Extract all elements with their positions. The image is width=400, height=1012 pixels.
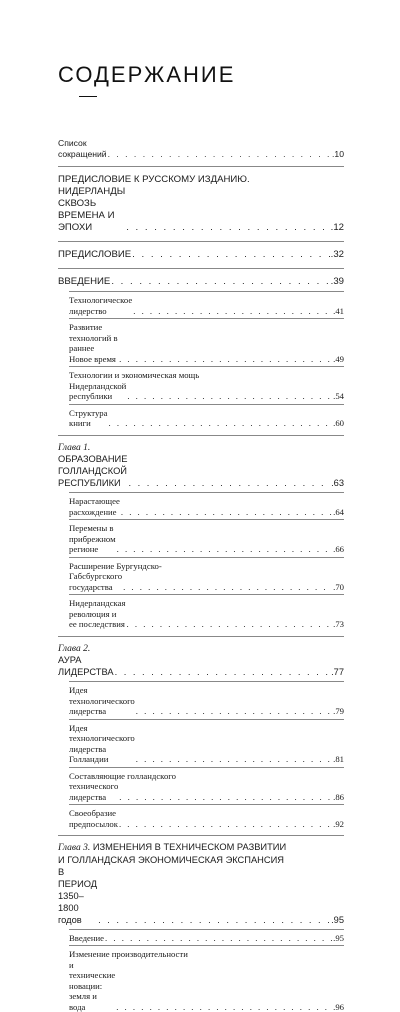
chapter-title-line1: ИЗМЕНЕНИЯ В ТЕХНИЧЕСКОМ РАЗВИТИИ [93, 842, 286, 852]
dot-leader [98, 914, 330, 926]
toc-subentry[interactable] [58, 771, 344, 803]
divider [58, 636, 344, 637]
divider [69, 767, 344, 768]
divider [69, 945, 344, 946]
dot-leader [136, 706, 332, 717]
divider [69, 681, 344, 682]
dot-leader [128, 477, 330, 489]
dot-leader [132, 249, 330, 261]
dot-leader [115, 666, 331, 678]
toc-entry-text: Своеобразие предпосылок [69, 808, 118, 829]
toc-entry-text: Структура книги [69, 408, 108, 429]
dot-leader [108, 149, 331, 160]
toc-subentry[interactable] [58, 933, 344, 944]
divider [69, 719, 344, 720]
chapter-title-line3: В ПЕРИОД 1350–1800 годов [58, 866, 97, 926]
divider [69, 318, 344, 319]
toc-entry-text: Список сокращений [58, 138, 107, 160]
toc-page-number: .63 [331, 477, 344, 489]
toc-subentry[interactable] [58, 523, 344, 555]
toc-page-number: .64 [333, 507, 344, 518]
dot-leader [127, 619, 333, 630]
toc-page-number: .81 [333, 754, 344, 765]
toc-subentry[interactable] [58, 808, 344, 829]
toc-page-number: .77 [331, 666, 344, 678]
toc-entry-text-line1: Технологии и экономическая мощь [69, 370, 344, 381]
toc-entry-text: ВВЕДЕНИЕ [58, 276, 110, 288]
toc-entry-text: Идея технологического лидерства [69, 685, 135, 717]
dot-leader [117, 544, 333, 555]
toc-subentry[interactable] [58, 496, 344, 517]
toc-page-number: .60 [333, 418, 344, 429]
divider [58, 435, 344, 436]
toc-chapter-3[interactable] [58, 841, 344, 926]
chapter-title: ОБРАЗОВАНИЕ ГОЛЛАНДСКОЙ РЕСПУБЛИКИ [58, 454, 127, 488]
toc-entry-text: Технологическое лидерство [69, 295, 132, 316]
dot-leader [111, 276, 329, 288]
toc-page-number: .95 [331, 914, 344, 926]
toc-entry-text: ПРЕДИСЛОВИЕ [58, 249, 131, 261]
toc-entry-preface-russian[interactable] [58, 174, 344, 234]
toc-subentry[interactable] [58, 949, 344, 1012]
divider [69, 519, 344, 520]
toc-page-number: .79 [333, 706, 344, 717]
toc-subentry[interactable] [58, 322, 344, 364]
divider [69, 929, 344, 930]
chapter-label: Глава 2. [58, 644, 90, 654]
page-title: СОДЕРЖАНИЕ [58, 62, 235, 88]
toc-subentry[interactable] [58, 408, 344, 429]
dot-leader [119, 792, 332, 803]
dot-leader [123, 582, 332, 593]
toc-entry-text-line1: Изменение производительности [69, 949, 344, 960]
toc-page-number: .39 [331, 276, 344, 288]
toc-entry-introduction[interactable] [58, 276, 344, 288]
toc-page-number: .66 [333, 544, 344, 555]
dot-leader [119, 819, 332, 830]
toc-chapter-1[interactable] [58, 441, 344, 490]
table-of-contents [58, 138, 344, 1012]
divider [69, 366, 344, 367]
toc-entry-abbreviations[interactable] [58, 138, 344, 160]
divider [58, 835, 344, 836]
dot-leader [109, 418, 333, 429]
toc-entry-text: Нидерландская революция и ее последствия [69, 598, 126, 630]
toc-subentry[interactable] [58, 723, 344, 765]
dot-leader [116, 1002, 332, 1012]
dot-leader [105, 933, 332, 944]
toc-entry-text: Нарастающее расхождение [69, 496, 120, 517]
divider [69, 291, 344, 292]
toc-subentry[interactable] [58, 598, 344, 630]
toc-entry-text-line1: Составляющие голландского [69, 771, 344, 782]
toc-subentry[interactable] [58, 561, 344, 593]
dot-leader [121, 507, 332, 518]
toc-entry-text-line2: Нидерландской республики [69, 381, 126, 402]
divider [69, 557, 344, 558]
toc-page-number: .73 [333, 619, 344, 630]
divider [69, 804, 344, 805]
toc-page-number: .96 [333, 1002, 344, 1012]
dot-leader [127, 391, 332, 402]
title-underline [79, 96, 97, 97]
chapter-label: Глава 1. [58, 443, 90, 453]
toc-entry-preface[interactable] [58, 249, 344, 261]
toc-page-number: .49 [333, 354, 344, 365]
toc-entry-text-line1: ПРЕДИСЛОВИЕ К РУССКОМУ ИЗДАНИЮ. [58, 174, 344, 186]
divider [69, 404, 344, 405]
toc-entry-text-line2: НИДЕРЛАНДЫ СКВОЗЬ ВРЕМЕНА И ЭПОХИ [58, 186, 125, 234]
divider [69, 594, 344, 595]
toc-entry-text: Развитие технологий в раннее Новое время [69, 322, 118, 364]
dot-leader [136, 754, 332, 765]
toc-page-number: .86 [333, 792, 344, 803]
divider [58, 268, 344, 269]
toc-subentry[interactable] [58, 370, 344, 402]
toc-subentry[interactable] [58, 685, 344, 717]
toc-page-number: .10 [332, 149, 344, 160]
toc-entry-text-line2: Габсбургского государства [69, 571, 122, 592]
divider [69, 492, 344, 493]
divider [58, 241, 344, 242]
toc-page-number: .32 [331, 249, 344, 261]
toc-chapter-2[interactable] [58, 642, 344, 679]
toc-page-number: .12 [331, 222, 344, 234]
toc-entry-text-line2: технического лидерства [69, 781, 118, 802]
chapter-label: Глава 3. [58, 843, 90, 853]
chapter-title-line2: И ГОЛЛАНДСКАЯ ЭКОНОМИЧЕСКАЯ ЭКСПАНСИЯ [58, 854, 344, 866]
toc-page-number: .70 [333, 582, 344, 593]
toc-entry-text: Перемены в прибрежном регионе [69, 523, 116, 555]
toc-entry-text: Идея технологического лидерства Голландии [69, 723, 135, 765]
divider [58, 166, 344, 167]
toc-page-number: .92 [333, 819, 344, 830]
toc-entry-text-line2: и технические новации: земля и вода [69, 960, 115, 1012]
toc-entry-text-line1: Расширение Бургундско- [69, 561, 344, 572]
toc-page-number: .95 [333, 933, 344, 944]
dot-leader [126, 222, 329, 234]
toc-subentry[interactable] [58, 295, 344, 316]
toc-entry-text: Введение [69, 933, 104, 944]
toc-page-number: .54 [333, 391, 344, 402]
dot-leader [133, 306, 332, 317]
dot-leader [119, 354, 332, 365]
toc-page-number: .41 [333, 306, 344, 317]
chapter-title: АУРА ЛИДЕРСТВА [58, 655, 114, 677]
